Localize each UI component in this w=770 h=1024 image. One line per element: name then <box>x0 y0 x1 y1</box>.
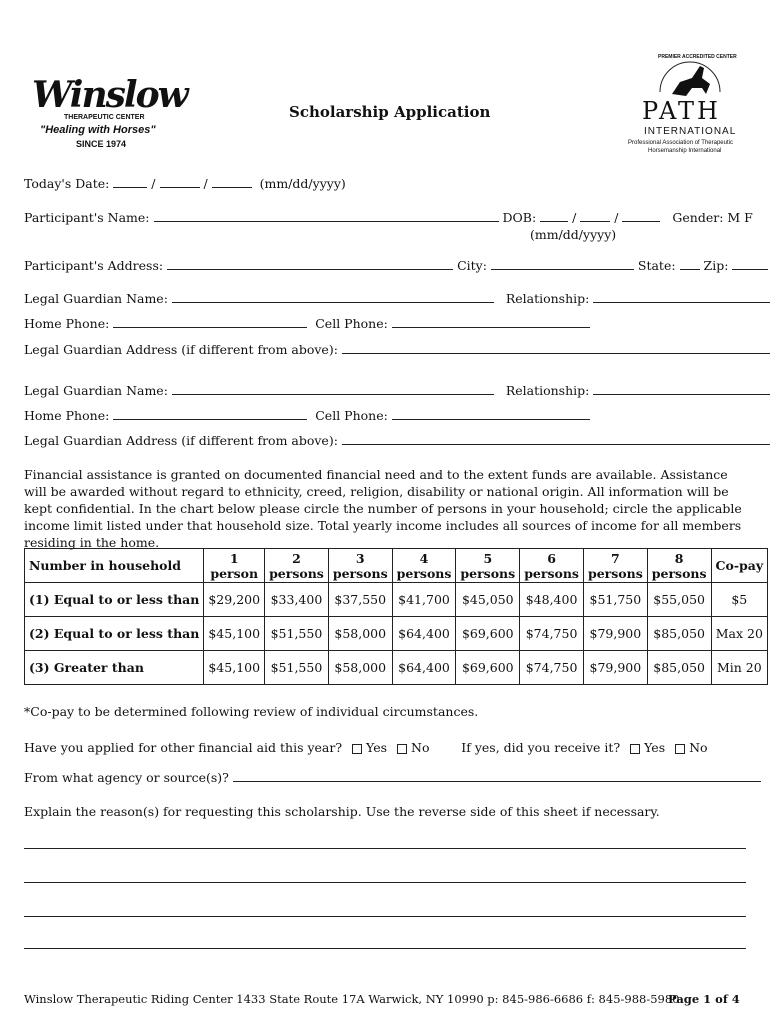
row-2-val-8[interactable]: $85,050 <box>647 617 711 651</box>
agency-input[interactable] <box>233 770 761 782</box>
table-row <box>25 617 768 651</box>
participant-name-label: Participant's Name: <box>24 210 150 225</box>
copay-note: *Co-pay to be determined following review of individual circumstances. <box>24 704 479 719</box>
row-2-val-4[interactable]: $64,400 <box>392 617 456 651</box>
path-name: PATH <box>642 97 721 125</box>
state-label: State: <box>637 258 676 273</box>
dob-day-input[interactable] <box>580 210 610 222</box>
todays-date-row: Today's Date: / / (mm/dd/yyyy) <box>24 176 346 191</box>
row-2-val-1[interactable]: $45,100 <box>204 617 265 651</box>
state-input[interactable] <box>680 258 700 270</box>
date-month-input[interactable] <box>113 176 147 188</box>
dob-year-input[interactable] <box>622 210 660 222</box>
row-1-val-1[interactable]: $29,200 <box>204 583 265 617</box>
header-num-6: 6 <box>547 550 556 566</box>
row-2-val-2[interactable]: $51,550 <box>265 617 329 651</box>
logo-since: SINCE 1974 <box>76 139 127 149</box>
header-col-6 <box>520 549 584 583</box>
guardian1-name-label: Legal Guardian Name: <box>24 291 168 306</box>
row-3-val-4[interactable]: $64,400 <box>392 651 456 685</box>
guardian2-name-input[interactable] <box>172 383 494 395</box>
path-badge: PREMIER ACCREDITED CENTER <box>658 54 737 60</box>
row-2-val-7[interactable]: $79,900 <box>583 617 647 651</box>
received-yes-checkbox[interactable] <box>630 744 640 754</box>
financial-aid-row <box>24 740 708 755</box>
date-day-input[interactable] <box>160 176 200 188</box>
header-col-4 <box>392 549 456 583</box>
row-3-label: (3) Greater than <box>25 651 204 685</box>
row-2-copay: Max 20 <box>711 617 768 651</box>
aid-no-label: No <box>411 740 430 755</box>
header-copay: Co-pay <box>711 549 768 583</box>
guardian1-address-label: Legal Guardian Address (if different from above): <box>24 342 338 357</box>
guardian2-relationship-input[interactable] <box>593 383 770 395</box>
guardian2-address-label: Legal Guardian Address (if different from above): <box>24 433 338 448</box>
row-2-val-6[interactable]: $74,750 <box>520 617 584 651</box>
row-1-val-7[interactable]: $51,750 <box>583 583 647 617</box>
participant-name-input[interactable] <box>154 210 499 222</box>
guardian2-home-phone-input[interactable] <box>113 408 307 420</box>
guardian1-relationship-label: Relationship: <box>505 291 590 306</box>
row-3-val-3[interactable]: $58,000 <box>328 651 392 685</box>
horse-rider-icon <box>620 44 760 104</box>
header-col-2 <box>265 549 329 583</box>
guardian1-cell-phone-label: Cell Phone: <box>315 316 388 331</box>
guardian2-cell-phone-input[interactable] <box>392 408 590 420</box>
table-row <box>25 583 768 617</box>
row-2-val-3[interactable]: $58,000 <box>328 617 392 651</box>
guardian2-address-input[interactable] <box>342 433 770 445</box>
answer-line-2[interactable] <box>24 882 746 883</box>
aid-yes-label: Yes <box>366 740 388 755</box>
date-format: (mm/dd/yyyy) <box>259 176 346 191</box>
dob-month-input[interactable] <box>540 210 568 222</box>
header-unit-1: person <box>210 565 259 581</box>
guardian1-name-row <box>24 291 770 306</box>
logo-name: Winslow <box>32 74 187 116</box>
table-header-row <box>25 549 768 583</box>
date-year-input[interactable] <box>212 176 252 188</box>
gender-label[interactable]: Gender: M F <box>672 210 753 225</box>
row-1-val-2[interactable]: $33,400 <box>265 583 329 617</box>
explain-prompt: Explain the reason(s) for requesting this scholarship. Use the reverse side of this sheet if necessary. <box>24 804 660 819</box>
logo-slogan: "Healing with Horses" <box>40 124 156 136</box>
guardian1-home-phone-label: Home Phone: <box>24 316 110 331</box>
header-num-7: 7 <box>611 550 620 566</box>
table-row <box>25 651 768 685</box>
row-3-val-8[interactable]: $85,050 <box>647 651 711 685</box>
received-no-checkbox[interactable] <box>675 744 685 754</box>
participant-name-row: Participant's Name: DOB: / / Gender: M F <box>24 210 753 225</box>
answer-line-3[interactable] <box>24 916 746 917</box>
header-num-8: 8 <box>674 550 684 566</box>
row-3-copay: Min 20 <box>711 651 768 685</box>
aid-no-checkbox[interactable] <box>397 744 407 754</box>
todays-date-label: Today's Date: <box>24 176 110 191</box>
header-num-3: 3 <box>355 550 365 566</box>
guardian1-name-input[interactable] <box>172 291 494 303</box>
guardian2-phone-row <box>24 408 590 423</box>
header-household: Number in household <box>25 549 204 583</box>
header-col-3 <box>328 549 392 583</box>
header-num-2: 2 <box>292 550 301 566</box>
row-3-val-6[interactable]: $74,750 <box>520 651 584 685</box>
header-col-5 <box>456 549 520 583</box>
guardian1-address-input[interactable] <box>342 342 770 354</box>
header-unit-8: persons <box>651 565 707 581</box>
dob-label: DOB: <box>502 210 537 225</box>
header-col-1 <box>204 549 265 583</box>
guardian2-address-row <box>24 433 770 448</box>
header-unit-5: persons <box>460 565 516 581</box>
income-table <box>24 548 768 685</box>
path-sub: INTERNATIONAL <box>644 126 737 137</box>
row-1-val-4[interactable]: $41,700 <box>392 583 456 617</box>
participant-address-label: Participant's Address: <box>24 258 164 273</box>
header-unit-4: persons <box>396 565 452 581</box>
dob-format: (mm/dd/yyyy) <box>530 227 617 242</box>
row-1-val-3[interactable]: $37,550 <box>328 583 392 617</box>
financial-aid-question: Have you applied for other financial aid this year? <box>24 740 343 755</box>
row-2-val-5[interactable]: $69,600 <box>456 617 520 651</box>
header-num-4: 4 <box>419 550 429 566</box>
zip-input[interactable] <box>732 258 768 270</box>
winslow-logo <box>30 64 187 154</box>
row-3-val-7[interactable]: $79,900 <box>583 651 647 685</box>
guardian1-phone-row <box>24 316 590 331</box>
answer-line-4[interactable] <box>24 948 746 949</box>
row-1-val-8[interactable]: $55,050 <box>647 583 711 617</box>
guardian1-relationship-input[interactable] <box>593 291 770 303</box>
header-unit-7: persons <box>587 565 643 581</box>
received-yes-label: Yes <box>644 740 666 755</box>
row-3-val-2[interactable]: $51,550 <box>265 651 329 685</box>
received-no-label: No <box>689 740 708 755</box>
header-num-1: 1 <box>229 550 239 566</box>
header-unit-6: persons <box>524 565 579 581</box>
financial-assistance-paragraph: Financial assistance is granted on documented financial need and to the extent funds are available. Assistance will be awarded without regard to ethnicity, creed, religion, disability or national origin. All information will be kept confidential. In the chart below please circle the number of persons in your household; circle the applicable income limit listed under that household size. Total yearly income includes all sources of income for all members residing in the home. <box>24 467 742 550</box>
participant-address-input[interactable] <box>167 258 453 270</box>
row-1-val-6[interactable]: $48,400 <box>520 583 584 617</box>
guardian2-relationship-label: Relationship: <box>505 383 590 398</box>
header-num-5: 5 <box>483 550 493 566</box>
row-3-val-5[interactable]: $69,600 <box>456 651 520 685</box>
row-3-val-1[interactable]: $45,100 <box>204 651 265 685</box>
guardian2-home-phone-label: Home Phone: <box>24 408 110 423</box>
row-1-val-5[interactable]: $45,050 <box>456 583 520 617</box>
path-desc-2: Horsemanship International <box>648 148 722 154</box>
guardian2-name-row <box>24 383 770 398</box>
row-1-label: (1) Equal to or less than <box>25 583 204 617</box>
participant-address-row <box>24 258 768 273</box>
zip-label: Zip: <box>703 258 729 273</box>
guardian2-name-label: Legal Guardian Name: <box>24 383 168 398</box>
row-1-copay: $5 <box>711 583 768 617</box>
header-col-8 <box>647 549 711 583</box>
city-input[interactable] <box>491 258 634 270</box>
received-question: If yes, did you receive it? <box>461 740 621 755</box>
footer-address: Winslow Therapeutic Riding Center 1433 State Route 17A Warwick, NY 10990 p: 845-986-6686 f: 845-988-5980 <box>24 992 680 1006</box>
header-unit-2: persons <box>269 565 324 581</box>
guardian2-cell-phone-label: Cell Phone: <box>315 408 388 423</box>
row-2-label: (2) Equal to or less than <box>25 617 204 651</box>
aid-yes-checkbox[interactable] <box>352 744 362 754</box>
agency-label: From what agency or source(s)? <box>24 770 229 785</box>
header-unit-3: persons <box>332 565 388 581</box>
page-title: Scholarship Application <box>289 103 491 121</box>
answer-line-1[interactable] <box>24 848 746 849</box>
path-logo <box>620 44 760 159</box>
agency-row <box>24 770 761 785</box>
city-label: City: <box>457 258 487 273</box>
footer-page: Page 1 of 4 <box>668 992 740 1006</box>
guardian1-home-phone-input[interactable] <box>113 316 307 328</box>
guardian1-cell-phone-input[interactable] <box>392 316 590 328</box>
guardian1-address-row <box>24 342 770 357</box>
header-col-7 <box>583 549 647 583</box>
logo-subtitle: THERAPEUTIC CENTER <box>64 114 145 121</box>
path-desc-1: Professional Association of Therapeutic <box>628 140 733 146</box>
